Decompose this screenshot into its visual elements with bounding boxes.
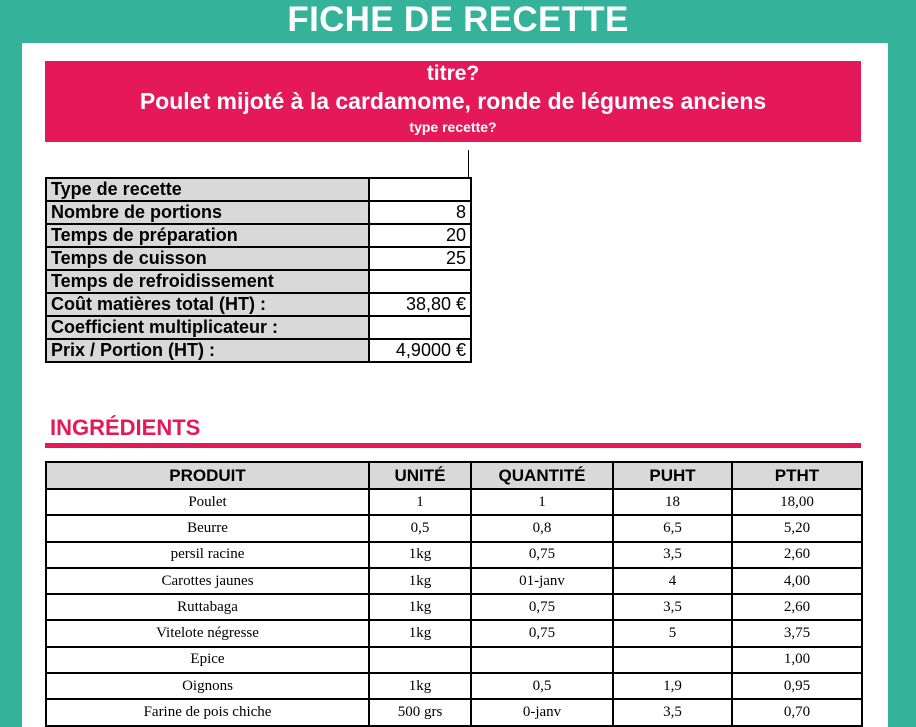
unit-cell[interactable]: 1kg	[369, 620, 471, 646]
table-row	[46, 542, 862, 568]
ptht-cell[interactable]: 5,20	[732, 515, 862, 541]
ptht-cell[interactable]: 18,00	[732, 489, 862, 515]
product-cell[interactable]: Epice	[46, 647, 369, 673]
puht-cell[interactable]: 4	[613, 568, 732, 594]
info-label: Nombre de portions	[46, 201, 369, 224]
product-cell[interactable]: Ruttabaga	[46, 594, 369, 620]
column-header: UNITÉ	[369, 462, 471, 489]
info-value-cell[interactable]	[369, 178, 471, 201]
product-cell[interactable]: Poulet	[46, 489, 369, 515]
unit-cell[interactable]: 1kg	[369, 542, 471, 568]
recipe-info-table	[45, 177, 472, 363]
puht-cell[interactable]: 18	[613, 489, 732, 515]
puht-cell[interactable]: 6,5	[613, 515, 732, 541]
column-header: QUANTITÉ	[471, 462, 613, 489]
info-value-cell[interactable]	[369, 270, 471, 293]
info-row	[46, 247, 471, 270]
product-cell[interactable]: Oignons	[46, 673, 369, 699]
page-title: FICHE DE RECETTE	[287, 0, 629, 39]
quantity-cell[interactable]: 0,5	[471, 673, 613, 699]
puht-cell[interactable]: 3,5	[613, 699, 732, 725]
info-row	[46, 270, 471, 293]
column-header: PRODUIT	[46, 462, 369, 489]
puht-cell[interactable]: 1,9	[613, 673, 732, 699]
info-value-cell[interactable]: 4,9000 €	[369, 339, 471, 362]
info-value-cell[interactable]: 38,80 €	[369, 293, 471, 316]
ingredients-heading: INGRÉDIENTS	[50, 415, 201, 440]
unit-cell[interactable]: 1kg	[369, 568, 471, 594]
column-header: PUHT	[613, 462, 732, 489]
info-label: Temps de préparation	[46, 224, 369, 247]
recipe-banner	[45, 61, 861, 142]
info-row	[46, 339, 471, 362]
quantity-cell[interactable]: 0,75	[471, 620, 613, 646]
puht-cell[interactable]: 5	[613, 620, 732, 646]
ptht-cell[interactable]: 2,60	[732, 542, 862, 568]
column-header: PTHT	[732, 462, 862, 489]
product-cell[interactable]: Carottes jaunes	[46, 568, 369, 594]
table-row	[46, 489, 862, 515]
ptht-cell[interactable]: 1,00	[732, 647, 862, 673]
table-row	[46, 647, 862, 673]
ptht-cell[interactable]: 0,95	[732, 673, 862, 699]
puht-cell[interactable]	[613, 647, 732, 673]
info-row	[46, 316, 471, 339]
table-row	[46, 673, 862, 699]
table-row	[46, 515, 862, 541]
info-row	[46, 201, 471, 224]
table-row	[46, 594, 862, 620]
quantity-cell[interactable]: 0,8	[471, 515, 613, 541]
puht-cell[interactable]: 3,5	[613, 594, 732, 620]
product-cell[interactable]: persil racine	[46, 542, 369, 568]
info-value-cell[interactable]	[369, 316, 471, 339]
table-header-row	[46, 462, 862, 489]
product-cell[interactable]: Vitelote négresse	[46, 620, 369, 646]
info-row	[46, 224, 471, 247]
table-row	[46, 620, 862, 646]
puht-cell[interactable]: 3,5	[613, 542, 732, 568]
quantity-cell[interactable]: 0,75	[471, 594, 613, 620]
quantity-cell[interactable]: 0-janv	[471, 699, 613, 725]
section-divider	[45, 443, 861, 448]
ptht-cell[interactable]: 3,75	[732, 620, 862, 646]
quantity-cell[interactable]: 01-janv	[471, 568, 613, 594]
unit-cell[interactable]: 1	[369, 489, 471, 515]
unit-cell[interactable]: 0,5	[369, 515, 471, 541]
info-row	[46, 178, 471, 201]
product-cell[interactable]: Farine de pois chiche	[46, 699, 369, 725]
quantity-cell[interactable]: 1	[471, 489, 613, 515]
info-label: Coefficient multiplicateur :	[46, 316, 369, 339]
info-value-cell[interactable]: 25	[369, 247, 471, 270]
info-value-cell[interactable]: 20	[369, 224, 471, 247]
table-row	[46, 699, 862, 725]
info-row	[46, 293, 471, 316]
unit-cell[interactable]: 1kg	[369, 673, 471, 699]
info-value-cell[interactable]: 8	[369, 201, 471, 224]
title-prompt: titre?	[426, 62, 480, 85]
recipe-sheet	[22, 43, 888, 727]
table-row	[46, 568, 862, 594]
ingredients-table	[45, 461, 863, 727]
ptht-cell[interactable]: 0,70	[732, 699, 862, 725]
product-cell[interactable]: Beurre	[46, 515, 369, 541]
recipe-type-prompt: type recette?	[409, 119, 497, 135]
ptht-cell[interactable]: 4,00	[732, 568, 862, 594]
info-label: Type de recette	[46, 178, 369, 201]
info-label: Temps de refroidissement	[46, 270, 369, 293]
unit-cell[interactable]	[369, 647, 471, 673]
unit-cell[interactable]: 500 grs	[369, 699, 471, 725]
info-label: Coût matières total (HT) :	[46, 293, 369, 316]
recipe-name: Poulet mijoté à la cardamome, ronde de légumes anciens	[139, 88, 767, 114]
unit-cell[interactable]: 1kg	[369, 594, 471, 620]
quantity-cell[interactable]	[471, 647, 613, 673]
info-label: Prix / Portion (HT) :	[46, 339, 369, 362]
info-label: Temps de cuisson	[46, 247, 369, 270]
quantity-cell[interactable]: 0,75	[471, 542, 613, 568]
ptht-cell[interactable]: 2,60	[732, 594, 862, 620]
column-divider	[468, 150, 469, 178]
